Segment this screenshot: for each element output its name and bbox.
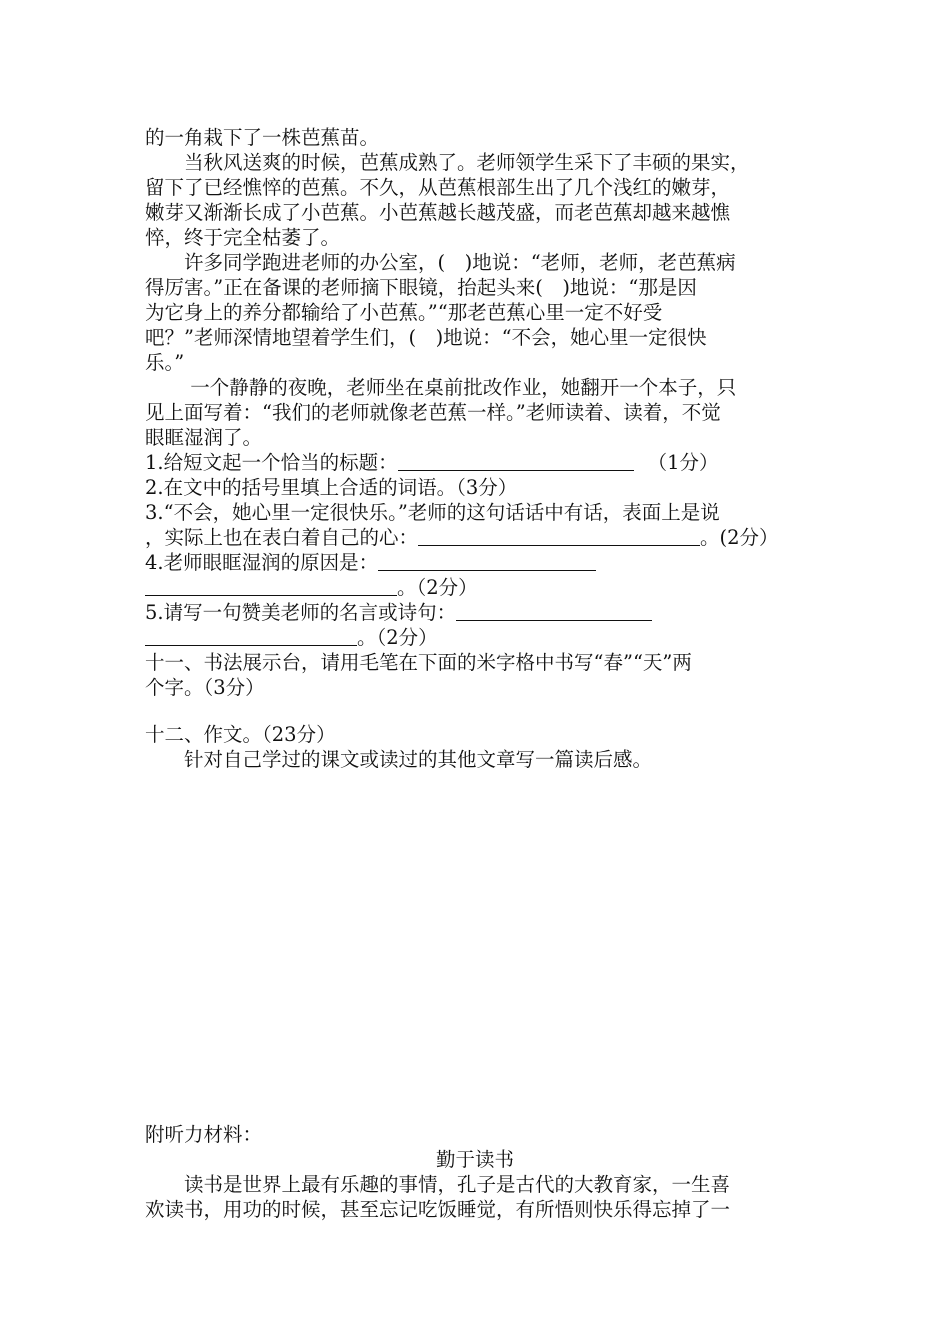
appendix-line: 欢读书，用功的时候，甚至忘记吃饭睡觉，有所悟则快乐得忘掉了一 (145, 1198, 731, 1221)
question-1-text: 1.给短文起一个恰当的标题： (145, 451, 398, 474)
question-5-text: 5.请写一句赞美老师的名言或诗句： (145, 601, 457, 624)
answer-blank[interactable] (145, 625, 357, 646)
answer-blank[interactable] (418, 525, 700, 546)
question-5-cont (145, 625, 438, 650)
question-3-line-2 (145, 525, 779, 550)
section-11-heading-cont: 个字。（3分） (145, 676, 265, 699)
answer-blank[interactable] (378, 550, 596, 571)
question-3-text: ，实际上也在表白着自己的心： (145, 526, 419, 549)
passage-line: 许多同学跑进老师的办公室，( )地说：“老师，老师，老芭蕉病 (145, 251, 736, 274)
passage-line: 嫩芽又渐渐长成了小芭蕉。小芭蕉越长越茂盛，而老芭蕉却越来越憔 (145, 201, 731, 224)
passage-line: 留下了已经憔悴的芭蕉。不久，从芭蕉根部生出了几个浅红的嫩芽， (145, 176, 731, 199)
answer-blank[interactable] (145, 575, 397, 596)
question-3-score: 。(2分） (700, 526, 779, 549)
passage-line: 一个静静的夜晚，老师坐在桌前批改作业，她翻开一个本子，只 (145, 376, 737, 399)
section-12-heading: 十二、作文。（23分） (145, 723, 336, 746)
passage-line: 吧？”老师深情地望着学生们，( )地说：“不会，她心里一定很快 (145, 326, 707, 349)
question-4 (145, 550, 596, 575)
passage-line: 的一角栽下了一株芭蕉苗。 (145, 126, 380, 149)
answer-blank[interactable] (456, 600, 652, 621)
answer-blank[interactable] (398, 450, 634, 471)
question-5 (145, 600, 652, 625)
question-4-cont (145, 575, 478, 600)
question-2: 2.在文中的括号里填上合适的词语。（3分） (145, 476, 518, 499)
passage-line: 悴，终于完全枯萎了。 (145, 226, 341, 249)
question-4-text: 4.老师眼眶湿润的原因是： (145, 551, 379, 574)
question-4-score: 。（2分） (397, 576, 478, 599)
passage-line: 当秋风送爽的时候，芭蕉成熟了。老师领学生采下了丰硕的果实， (145, 151, 750, 174)
question-1 (145, 450, 719, 475)
section-12-prompt: 针对自己学过的课文或读过的其他文章写一篇读后感。 (145, 748, 653, 771)
passage-line: 为它身上的养分都输给了小芭蕉。”“那老芭蕉心里一定不好受 (145, 301, 663, 324)
question-3-line-1: 3.“不会，她心里一定很快乐。”老师的这句话话中有话，表面上是说 (145, 501, 720, 524)
section-11-heading: 十一、书法展示台，请用毛笔在下面的米字格中书写“春”“天”两 (145, 651, 692, 674)
passage-line: 得厉害。”正在备课的老师摘下眼镜，抬起头来( )地说：“那是因 (145, 276, 697, 299)
passage-line: 眼眶湿润了。 (145, 426, 263, 449)
passage-line: 乐。” (145, 351, 185, 374)
passage-line: 见上面写着：“我们的老师就像老芭蕉一样。”老师读着、读着，不觉 (145, 401, 721, 424)
appendix-title: 勤于读书 (435, 1148, 514, 1171)
appendix-label: 附听力材料： (145, 1123, 263, 1146)
question-1-score: （1分） (647, 451, 719, 474)
question-5-score: 。（2分） (357, 626, 438, 649)
appendix-line: 读书是世界上最有乐趣的事情，孔子是古代的大教育家，一生喜 (145, 1173, 731, 1196)
